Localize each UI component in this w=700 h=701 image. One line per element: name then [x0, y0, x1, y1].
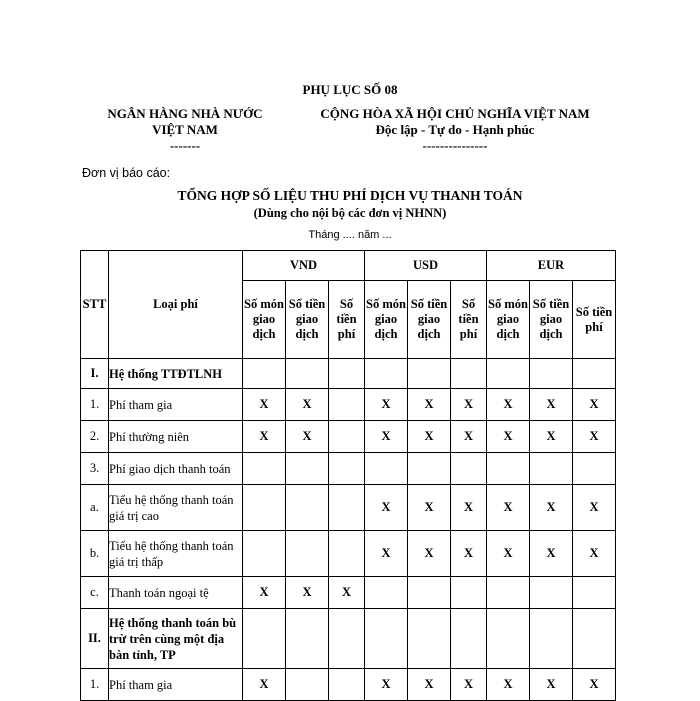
subcol-fee-amount: Số tiền phí: [451, 281, 487, 359]
agency-name-line2: VIỆT NAM: [152, 122, 218, 137]
applicable-mark-cell: [365, 609, 408, 669]
applicable-mark-cell: X: [573, 421, 616, 453]
row-number: 1.: [81, 389, 109, 421]
fee-type-name: Phí tham gia: [109, 669, 243, 701]
applicable-mark-cell: X: [243, 421, 286, 453]
table-row: [81, 609, 616, 669]
row-number: b.: [81, 531, 109, 577]
applicable-mark-cell: [487, 453, 530, 485]
applicable-mark-cell: X: [530, 485, 573, 531]
applicable-mark-cell: X: [408, 531, 451, 577]
applicable-mark-cell: [329, 389, 365, 421]
applicable-mark-cell: [408, 609, 451, 669]
applicable-mark-cell: [487, 577, 530, 609]
applicable-mark-cell: [329, 421, 365, 453]
applicable-mark-cell: [286, 531, 329, 577]
applicable-mark-cell: X: [329, 577, 365, 609]
applicable-mark-cell: X: [286, 577, 329, 609]
applicable-mark-cell: X: [487, 389, 530, 421]
applicable-mark-cell: [451, 359, 487, 389]
row-number: a.: [81, 485, 109, 531]
applicable-mark-cell: [365, 577, 408, 609]
motto-line2: Độc lập - Tự do - Hạnh phúc: [375, 122, 535, 137]
applicable-mark-cell: X: [365, 421, 408, 453]
applicable-mark-cell: [573, 609, 616, 669]
fee-type-name: Phí tham gia: [109, 389, 243, 421]
table-row: [81, 485, 616, 531]
subcol-fee-amount: Số tiền phí: [573, 281, 616, 359]
subcol-transactions: Số món giao dịch: [243, 281, 286, 359]
applicable-mark-cell: X: [408, 421, 451, 453]
applicable-mark-cell: [286, 359, 329, 389]
table-row: [81, 531, 616, 577]
fee-type-name: Hệ thống thanh toán bù trừ trên cùng một địa bàn tỉnh, TP: [109, 609, 243, 669]
currency-header-eur: EUR: [487, 251, 616, 281]
currency-header-vnd: VND: [243, 251, 365, 281]
applicable-mark-cell: X: [286, 421, 329, 453]
applicable-mark-cell: X: [365, 531, 408, 577]
applicable-mark-cell: X: [487, 531, 530, 577]
applicable-mark-cell: X: [451, 669, 487, 701]
stt-header: STT: [81, 251, 109, 359]
applicable-mark-cell: X: [451, 531, 487, 577]
applicable-mark-cell: X: [487, 485, 530, 531]
agency-header: [80, 106, 290, 154]
applicable-mark-cell: [329, 485, 365, 531]
table-row: [81, 577, 616, 609]
applicable-mark-cell: X: [530, 531, 573, 577]
applicable-mark-cell: [408, 453, 451, 485]
applicable-mark-cell: [451, 609, 487, 669]
reporting-period: Tháng .... năm ...: [308, 229, 392, 241]
applicable-mark-cell: [530, 609, 573, 669]
applicable-mark-cell: [243, 485, 286, 531]
subcol-transaction-amount: Số tiền giao dịch: [530, 281, 573, 359]
motto-rule: ---------------: [422, 138, 488, 153]
fee-type-name: Hệ thống TTĐTLNH: [109, 359, 243, 389]
applicable-mark-cell: X: [408, 485, 451, 531]
document-subtitle: (Dùng cho nội bộ các đơn vị NHNN): [253, 206, 447, 220]
applicable-mark-cell: X: [530, 669, 573, 701]
row-number: c.: [81, 577, 109, 609]
fee-type-header: Loại phí: [109, 251, 243, 359]
document-title: TỔNG HỢP SỐ LIỆU THU PHÍ DỊCH VỤ THANH TOÁN: [177, 188, 523, 203]
applicable-mark-cell: [286, 669, 329, 701]
fee-type-name: Tiểu hệ thống thanh toán giá trị thấp: [109, 531, 243, 577]
applicable-mark-cell: X: [286, 389, 329, 421]
applicable-mark-cell: [243, 609, 286, 669]
national-motto: [300, 106, 610, 154]
applicable-mark-cell: [451, 453, 487, 485]
agency-rule: -------: [169, 138, 201, 153]
applicable-mark-cell: X: [243, 389, 286, 421]
applicable-mark-cell: X: [451, 485, 487, 531]
applicable-mark-cell: [573, 577, 616, 609]
applicable-mark-cell: X: [530, 421, 573, 453]
subcol-transactions: Số món giao dịch: [365, 281, 408, 359]
subcol-transaction-amount: Số tiền giao dịch: [408, 281, 451, 359]
agency-name-line1: NGÂN HÀNG NHÀ NƯỚC: [107, 106, 263, 121]
table-row: [81, 389, 616, 421]
row-number: 2.: [81, 421, 109, 453]
applicable-mark-cell: [329, 453, 365, 485]
applicable-mark-cell: [329, 669, 365, 701]
applicable-mark-cell: X: [408, 389, 451, 421]
applicable-mark-cell: X: [487, 421, 530, 453]
applicable-mark-cell: [451, 577, 487, 609]
applicable-mark-cell: [408, 577, 451, 609]
applicable-mark-cell: [286, 485, 329, 531]
applicable-mark-cell: [408, 359, 451, 389]
applicable-mark-cell: [286, 609, 329, 669]
row-number: II.: [81, 609, 109, 669]
applicable-mark-cell: X: [573, 485, 616, 531]
fee-summary-table: [80, 250, 616, 701]
applicable-mark-cell: [573, 359, 616, 389]
applicable-mark-cell: [365, 453, 408, 485]
applicable-mark-cell: X: [573, 389, 616, 421]
applicable-mark-cell: X: [365, 485, 408, 531]
applicable-mark-cell: [530, 453, 573, 485]
row-number: 3.: [81, 453, 109, 485]
fee-table-body: [81, 359, 616, 701]
applicable-mark-cell: [365, 359, 408, 389]
applicable-mark-cell: [573, 453, 616, 485]
applicable-mark-cell: [286, 453, 329, 485]
applicable-mark-cell: X: [487, 669, 530, 701]
subcol-transactions: Số món giao dịch: [487, 281, 530, 359]
fee-type-name: Thanh toán ngoại tệ: [109, 577, 243, 609]
motto-line1: CỘNG HÒA XÃ HỘI CHỦ NGHĨA VIỆT NAM: [320, 106, 590, 121]
applicable-mark-cell: X: [573, 669, 616, 701]
table-row: [81, 669, 616, 701]
applicable-mark-cell: X: [243, 577, 286, 609]
currency-header-row: [81, 251, 616, 281]
applicable-mark-cell: X: [573, 531, 616, 577]
fee-type-name: Phí giao dịch thanh toán: [109, 453, 243, 485]
applicable-mark-cell: X: [408, 669, 451, 701]
applicable-mark-cell: X: [451, 389, 487, 421]
applicable-mark-cell: [487, 359, 530, 389]
applicable-mark-cell: [329, 609, 365, 669]
applicable-mark-cell: X: [530, 389, 573, 421]
applicable-mark-cell: [530, 359, 573, 389]
applicable-mark-cell: X: [365, 389, 408, 421]
table-row: [81, 359, 616, 389]
applicable-mark-cell: X: [243, 669, 286, 701]
applicable-mark-cell: X: [365, 669, 408, 701]
applicable-mark-cell: X: [451, 421, 487, 453]
row-number: I.: [81, 359, 109, 389]
appendix-number: PHỤ LỤC SỐ 08: [302, 82, 398, 97]
row-number: 1.: [81, 669, 109, 701]
applicable-mark-cell: [243, 531, 286, 577]
subcol-fee-amount: Số tiền phí: [329, 281, 365, 359]
reporting-unit-label: Đơn vị báo cáo:: [82, 166, 171, 180]
currency-header-usd: USD: [365, 251, 487, 281]
table-row: [81, 421, 616, 453]
applicable-mark-cell: [487, 609, 530, 669]
applicable-mark-cell: [243, 453, 286, 485]
fee-type-name: Tiểu hệ thống thanh toán giá trị cao: [109, 485, 243, 531]
applicable-mark-cell: [329, 359, 365, 389]
applicable-mark-cell: [243, 359, 286, 389]
applicable-mark-cell: [329, 531, 365, 577]
table-row: [81, 453, 616, 485]
fee-type-name: Phí thường niên: [109, 421, 243, 453]
applicable-mark-cell: [530, 577, 573, 609]
subcol-transaction-amount: Số tiền giao dịch: [286, 281, 329, 359]
